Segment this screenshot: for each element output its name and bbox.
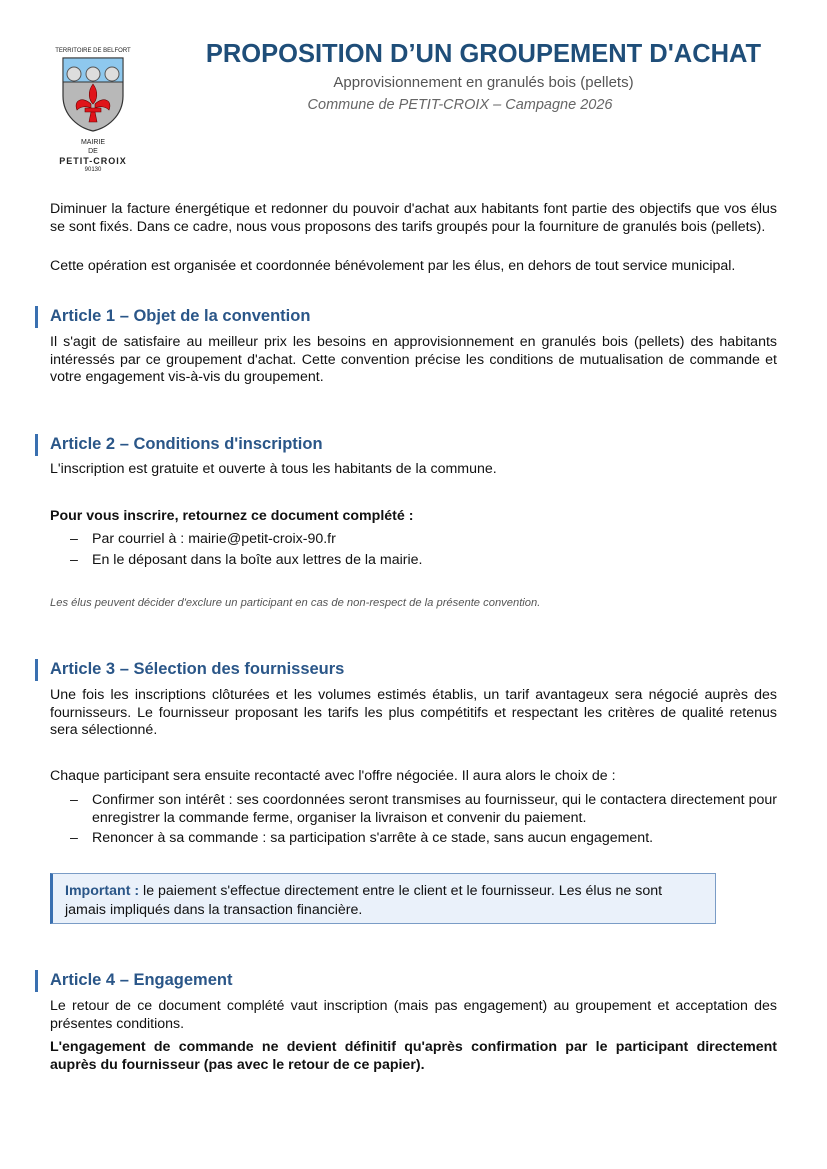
intro-paragraph-2: Cette opération est organisée et coordonnée bénévolement par les élus, en dehors de tout service municipal. [50,258,736,274]
heading-accent-bar [35,659,38,681]
logo-line2: DE [88,148,98,155]
list-item [70,552,777,570]
article-2-heading: Article 2 – Conditions d'inscription [50,435,323,453]
campaign-line: Commune de PETIT-CROIX – Campagne 2026 [307,97,613,113]
article-1-body: Il s'agit de satisfaire au meilleur prix les besoins en approvisionnement en granulés bois (pellets) des habitants intéressés par ce groupement d'achat. Cette convention précise les conditions de mutualisation de commande et votre engagement vis-à-vis du groupement. [50,334,777,385]
bullet-text: En le déposant dans la boîte aux lettres de la mairie. [92,552,423,568]
article-3-heading: Article 3 – Sélection des fournisseurs [50,660,345,678]
intro-paragraph-1: Diminuer la facture énergétique et redonner du pouvoir d'achat aux habitants font partie des objectifs que vos élus se sont fixés. Dans ce cadre, nous vous proposons des tarifs groupés pour la fourniture de granulés bois (pellets). [50,201,777,235]
article-2-body: L'inscription est gratuite et ouverte à tous les habitants de la commune. [50,461,497,477]
bullet-dash: – [70,552,78,568]
bullet-dash: – [70,830,78,846]
page-subtitle: Approvisionnement en granulés bois (pellets) [333,74,634,91]
heading-accent-bar [35,306,38,328]
coat-of-arms-icon [61,56,125,132]
page-title: PROPOSITION D’UN GROUPEMENT D'ACHAT [205,40,762,68]
logo-postcode: 90130 [84,167,102,173]
list-item [70,531,777,549]
important-text: le paiement s'effectue directement entre le client et le fournisseur. Les élus ne sont jamais impliqués dans la transaction financière. [65,883,663,918]
article-4-heading: Article 4 – Engagement [50,971,233,989]
bullet-text: Par courriel à : mairie@petit-croix-90.fr [92,531,336,547]
logo-name: PETIT-CROIX [59,156,127,166]
article-1-heading: Article 1 – Objet de la convention [50,307,311,325]
exclusion-note: Les élus peuvent décider d'exclure un participant en cas de non-respect de la présente convention. [50,597,541,609]
article-3-body: Une fois les inscriptions clôturées et les volumes estimés établis, un tarif avantageux sera négocié auprès des fournisseurs. Le fournisseur proposant les tarifs les plus compétitifs et respectant les critères de qualité retenus sera sélectionné. [50,687,777,738]
bullet-dash: – [70,531,78,547]
list-item [70,792,777,827]
logo-line1: MAIRIE [80,139,106,146]
heading-accent-bar [35,434,38,456]
article-3-body-2: Chaque participant sera ensuite recontacté avec l'offre négociée. Il aura alors le choix de : [50,768,616,784]
article-2-howto: Pour vous inscrire, retournez ce document complété : [50,508,414,524]
logo-top-text: TERRITOIRE DE BELFORT [55,48,131,54]
heading-accent-bar [35,970,38,992]
commune-logo [48,48,138,173]
bullet-text: Renoncer à sa commande : sa participation s'arrête à ce stade, sans aucun engagement. [92,830,654,846]
article-4-bold-statement: L'engagement de commande ne devient définitif qu'après confirmation par le participant directement auprès du fournisseur (pas avec le retour de ce papier). [50,1039,777,1073]
article-4-body: Le retour de ce document complété vaut inscription (mais pas engagement) au groupement et acceptation des présentes conditions. [50,998,777,1032]
list-item [70,830,777,848]
bullet-text: Confirmer son intérêt : ses coordonnées seront transmises au fournisseur, qui le contactera directement pour enregistrer la commande ferme, organiser la livraison et convenir du paiement. [92,792,777,826]
bullet-dash: – [70,792,78,808]
important-label: Important : [65,883,140,899]
important-callout [50,873,716,924]
